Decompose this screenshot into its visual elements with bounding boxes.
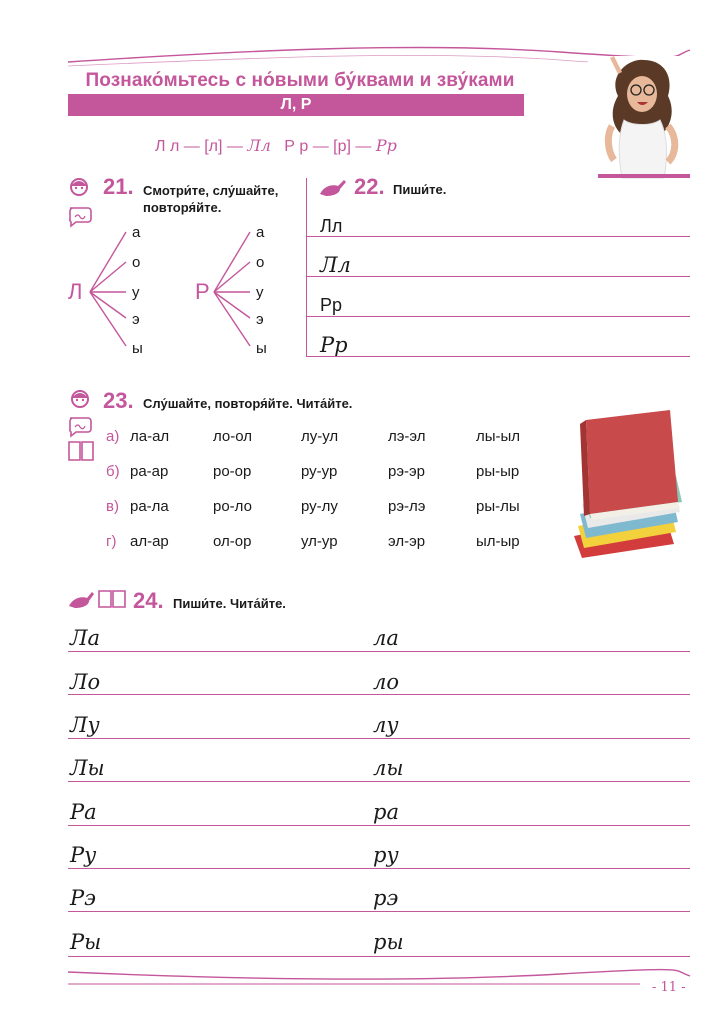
writing-hand-icon [318,176,348,198]
vowel-o-right: о [256,254,265,271]
page-number: - 11 - [652,980,686,995]
ex23-syllable: ро-ло [213,498,252,515]
ex23-header [103,388,134,414]
ex24-left-syllable: Лу [70,713,100,737]
ex24-right-syllable: лы [373,756,404,780]
ex24-right-syllable: ра [373,800,399,824]
r-print: Р р [284,138,309,155]
vowel-o-left: о [132,254,141,271]
writing-hand-icon [67,588,95,610]
ex23-syllable: ру-лу [301,498,338,515]
ex23-syllable: эл-эр [388,533,426,550]
ex24-line [68,738,690,739]
ex23-row-label: б) [106,463,120,480]
ex23-syllable: ыл-ыр [476,533,520,550]
ex24-right-syllable: рэ [373,886,399,910]
ex23-syllable: ул-ур [301,533,338,550]
ex23-syllable: ро-ор [213,463,252,480]
vowel-u-left: у [132,284,140,301]
ex24-right-syllable: ло [373,670,400,694]
ex24-line [68,694,690,695]
ex23-syllable: ры-ыр [476,463,520,480]
r-sound: [р] [333,138,351,155]
l-script: Лл [247,136,271,155]
ex23-syllable: ра-ла [130,498,169,515]
ex24-header [133,588,164,614]
fan-letter-l: Л [68,279,83,304]
books-illustration [570,410,692,562]
vowel-a-right: а [256,224,265,241]
ex22-line-3 [306,316,690,317]
ex23-syllable: ры-лы [476,498,520,515]
ex23-syllable: лэ-эл [388,428,426,445]
ex24-instruction: Пиши́те. Чита́йте. [173,596,286,611]
ex24-left-syllable: Ра [70,800,97,824]
section-divider [306,178,307,356]
l-print: Л л [155,138,180,155]
ex23-syllable: ру-ур [301,463,338,480]
vowel-e-left: э [132,311,140,328]
page-subtitle: Л, Р [68,94,524,116]
ex24-line [68,911,690,912]
ex22-line-2 [306,276,690,277]
fan-lines [60,220,300,360]
ex24-right-syllable: ру [373,843,399,867]
ex24-left-syllable: Ру [70,843,97,867]
ex23-syllable: ол-ор [213,533,252,550]
ex23-syllable: ло-ол [213,428,253,445]
page-title: Познако́мьтесь с но́выми бу́квами и зву́ками [85,70,515,91]
bottom-wave-decoration [0,966,724,994]
ex24-left-syllable: Ры [70,930,102,954]
l-sound: [л] [204,138,223,155]
ex22-instruction: Пиши́те. [393,182,447,197]
letters-line: Л л — [л] — Лл Р р — [р] — Рр [155,136,397,155]
ex24-line [68,781,690,782]
ex22-number: 22. [354,174,385,199]
ex21-number: 21. [103,174,134,199]
ex22-line-1 [306,236,690,237]
vowel-a-left: а [132,224,141,241]
ex23-syllable: рэ-эр [388,463,425,480]
woman-photo [588,56,692,180]
ex24-line [68,825,690,826]
ex23-syllable: рэ-лэ [388,498,426,515]
ex24-left-syllable: Рэ [70,886,96,910]
ex24-line [68,956,690,957]
ex24-left-syllable: Ла [70,626,101,650]
ex23-number: 23. [103,388,134,413]
ex23-syllable: ра-ар [130,463,169,480]
ex22-line-3-text: Рр [320,295,343,315]
vowel-y-right: ы [256,340,267,357]
ex24-left-syllable: Ло [70,670,101,694]
ex22-header [354,174,385,200]
ex23-syllable: лу-ул [301,428,339,445]
ex24-right-syllable: ла [373,626,399,650]
ex22-line-4 [306,356,690,357]
ex22-line-2-text: Лл [320,253,351,277]
book-icon [97,589,127,609]
ex24-line [68,868,690,869]
vowel-e-right: э [256,311,264,328]
ex24-right-syllable: ры [373,930,404,954]
r-script: Рр [375,136,397,155]
ex23-row-label: а) [106,428,120,445]
ex22-line-1-text: Лл [320,216,343,236]
ex23-syllable: ал-ар [130,533,169,550]
ex23-instruction: Слу́шайте, повторя́йте. Чита́йте. [143,396,353,411]
vowel-y-left: ы [132,340,143,357]
ex22-line-4-text: Рр [320,333,348,357]
ex24-right-syllable: лу [373,713,399,737]
ex23-row-label: в) [106,498,119,515]
ex21-header [103,174,134,200]
ex21-instruction: Смотри́те, слу́шайте, повторя́йте. [143,183,279,215]
ex24-left-syllable: Лы [70,756,105,780]
ex23-syllable: лы-ыл [476,428,521,445]
vowel-u-right: у [256,284,264,301]
listen-read-icon [67,390,97,462]
fan-letter-r: Р [195,279,210,304]
ex24-line [68,651,690,652]
ex23-row-label: г) [106,533,117,550]
ex24-number: 24. [133,588,164,613]
ex23-syllable: ла-ал [130,428,170,445]
